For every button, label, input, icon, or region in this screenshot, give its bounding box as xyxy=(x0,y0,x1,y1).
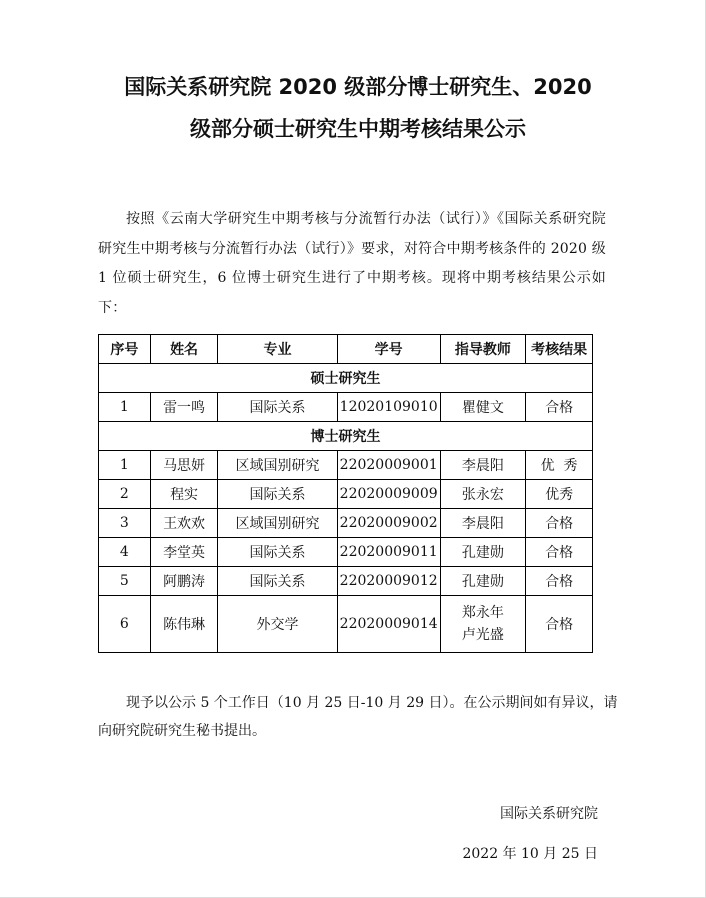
cell-no: 3 xyxy=(99,509,151,538)
header-advisor: 指导教师 xyxy=(440,335,526,364)
cell-advisor: 孔建勋 xyxy=(440,567,526,596)
intro-paragraph: 按照《云南大学研究生中期考核与分流暂行办法（试行）》《国际关系研究院研究生中期考核与分流暂行办法（试行）》要求，对符合中期考核条件的 2020 级 1 位硕士研究生，6 位博士研究生进行了中期考核。现将中期考核结果公示如下： xyxy=(98,211,606,316)
group-label-doctoral: 博士研究生 xyxy=(99,422,593,451)
cell-no: 2 xyxy=(99,480,151,509)
group-row-doctoral xyxy=(99,422,593,451)
advisor-line-1: 郑永年 xyxy=(461,605,504,621)
cell-advisor xyxy=(440,596,526,653)
cell-no: 5 xyxy=(99,567,151,596)
cell-result: 合格 xyxy=(526,393,593,422)
header-result: 考核结果 xyxy=(526,335,593,364)
cell-student-id: 22020009011 xyxy=(337,538,440,567)
header-major: 专业 xyxy=(218,335,337,364)
table-row xyxy=(99,538,593,567)
cell-no: 1 xyxy=(99,393,151,422)
header-student-id: 学号 xyxy=(337,335,440,364)
cell-result: 合格 xyxy=(526,596,593,653)
table-row xyxy=(99,451,593,480)
results-table xyxy=(98,334,593,653)
cell-student-id: 22020009001 xyxy=(337,451,440,480)
table-row xyxy=(99,480,593,509)
cell-major: 国际关系 xyxy=(218,480,337,509)
cell-name: 程实 xyxy=(150,480,218,509)
cell-major: 区域国别研究 xyxy=(218,509,337,538)
cell-result: 优秀 xyxy=(526,480,593,509)
table-row xyxy=(99,393,593,422)
header-name: 姓名 xyxy=(150,335,218,364)
cell-student-id: 22020009014 xyxy=(337,596,440,653)
cell-advisor: 李晨阳 xyxy=(440,451,526,480)
cell-major: 区域国别研究 xyxy=(218,451,337,480)
cell-result: 合格 xyxy=(526,567,593,596)
cell-major: 国际关系 xyxy=(218,567,337,596)
issue-date: 2022 年 10 月 25 日 xyxy=(462,846,598,862)
issuing-organization: 国际关系研究院 xyxy=(500,806,598,822)
cell-student-id: 22020009002 xyxy=(337,509,440,538)
cell-no: 4 xyxy=(99,538,151,567)
cell-name: 王欢欢 xyxy=(150,509,218,538)
cell-no: 6 xyxy=(99,596,151,653)
cell-result: 合格 xyxy=(526,509,593,538)
cell-major: 国际关系 xyxy=(218,538,337,567)
group-label-masters: 硕士研究生 xyxy=(99,364,593,393)
cell-name: 马思妍 xyxy=(150,451,218,480)
cell-advisor: 李晨阳 xyxy=(440,509,526,538)
table-row xyxy=(99,509,593,538)
table-header-row xyxy=(99,335,593,364)
cell-student-id: 22020009009 xyxy=(337,480,440,509)
document-title-line-1: 国际关系研究院 2020 级部分博士研究生、2020 xyxy=(124,75,592,99)
document-title-line-2: 级部分硕士研究生中期考核结果公示 xyxy=(190,117,526,141)
cell-advisor: 孔建勋 xyxy=(440,538,526,567)
cell-advisor: 瞿健文 xyxy=(440,393,526,422)
cell-name: 李堂英 xyxy=(150,538,218,567)
cell-result: 优 秀 xyxy=(526,451,593,480)
header-no: 序号 xyxy=(99,335,151,364)
cell-major: 外交学 xyxy=(218,596,337,653)
notice-paragraph: 现予以公示 5 个工作日（10 月 25 日-10 月 29 日）。在公示期间如有异议，请向研究院研究生秘书提出。 xyxy=(98,695,618,739)
table-row xyxy=(99,596,593,653)
cell-result: 合格 xyxy=(526,538,593,567)
cell-name: 阿鹏涛 xyxy=(150,567,218,596)
cell-name: 雷一鸣 xyxy=(150,393,218,422)
cell-student-id: 12020109010 xyxy=(337,393,440,422)
cell-no: 1 xyxy=(99,451,151,480)
cell-name: 陈伟琳 xyxy=(150,596,218,653)
table-row xyxy=(99,567,593,596)
cell-major: 国际关系 xyxy=(218,393,337,422)
cell-advisor: 张永宏 xyxy=(440,480,526,509)
advisor-line-2: 卢光盛 xyxy=(461,627,504,643)
group-row-masters xyxy=(99,364,593,393)
cell-student-id: 22020009012 xyxy=(337,567,440,596)
